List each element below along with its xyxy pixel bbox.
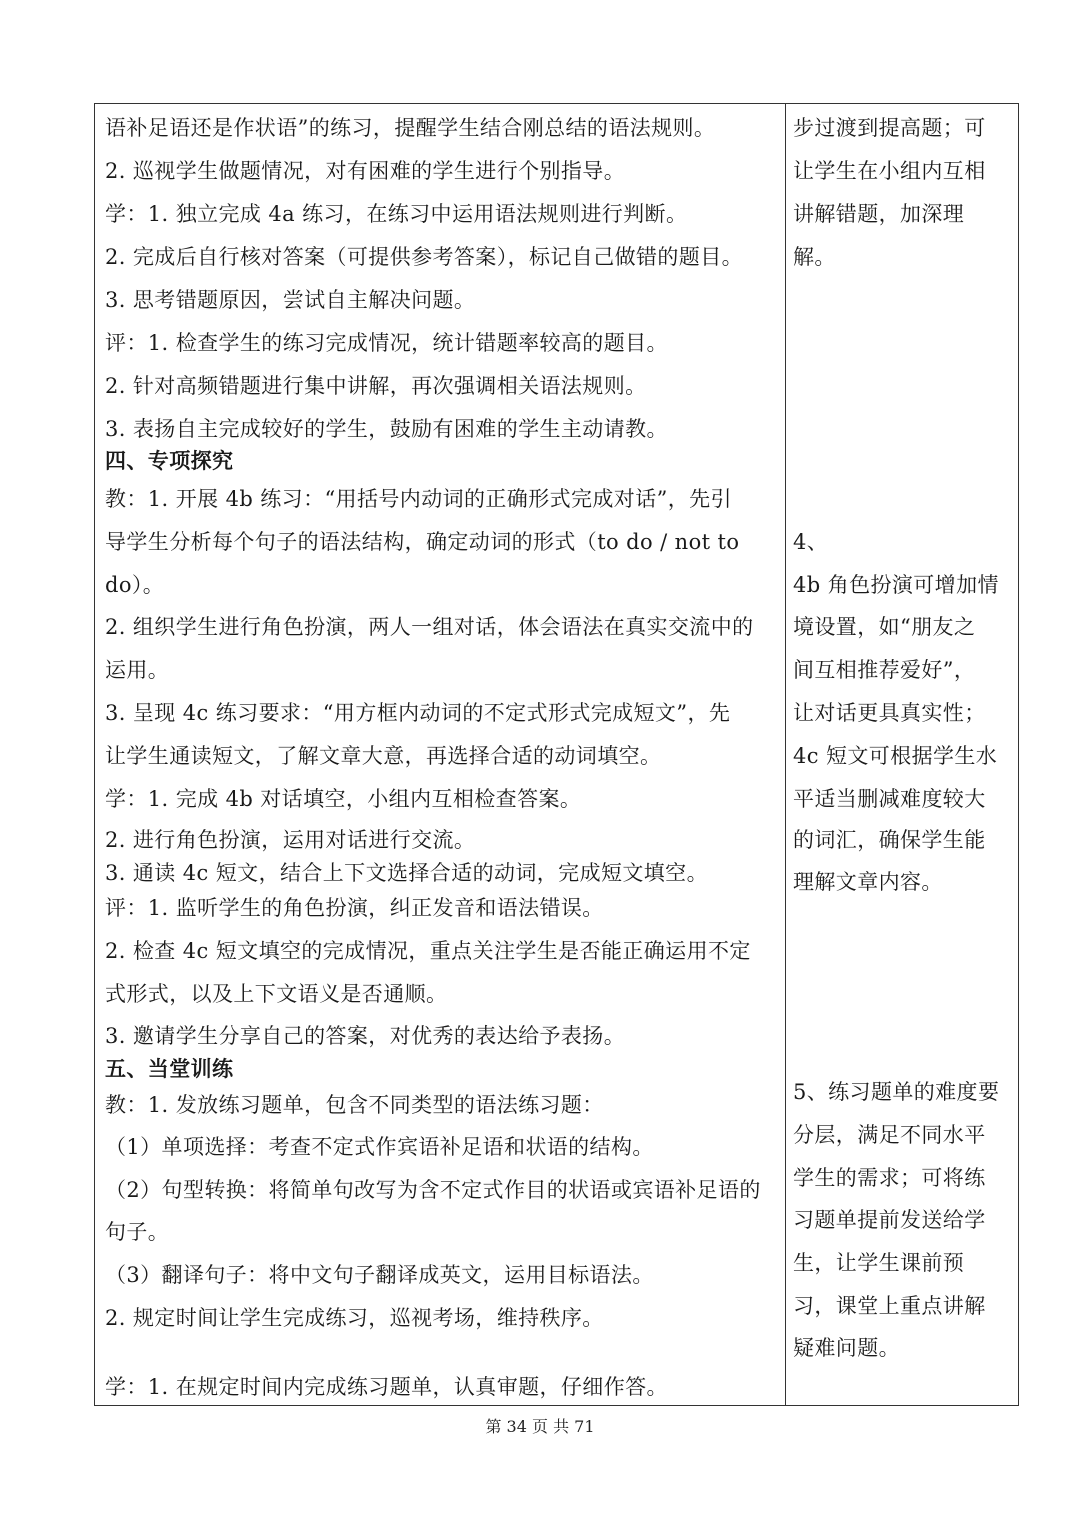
note-line: 4、: [793, 530, 829, 554]
note-line: 学生的需求；可将练: [793, 1166, 986, 1190]
note-line: 分层，满足不同水平: [793, 1123, 986, 1147]
text-line: 学：1. 在规定时间内完成练习题单，认真审题，仔细作答。: [105, 1375, 668, 1399]
text-line: 式形式，以及上下文语义是否通顺。: [105, 982, 448, 1006]
note-line: 平适当删减难度较大: [793, 787, 986, 811]
page-number: 第 34 页 共 71: [485, 1417, 595, 1436]
text-line: 2. 针对高频错题进行集中讲解，再次强调相关语法规则。: [105, 374, 647, 398]
text-line: 让学生通读短文，了解文章大意，再选择合适的动词填空。: [105, 744, 662, 768]
text-line: （1）单项选择：考查不定式作宾语补足语和状语的结构。: [105, 1135, 654, 1159]
text-line: 2. 进行角色扮演，运用对话进行交流。: [105, 828, 476, 852]
note-line: 让对话更具真实性；: [793, 701, 986, 725]
text-line: 3. 表扬自主完成较好的学生，鼓励有困难的学生主动请教。: [105, 417, 668, 441]
note-line: 间互相推荐爱好”，: [793, 658, 976, 682]
note-line: 理解文章内容。: [793, 870, 943, 894]
note-line: 解。: [793, 245, 836, 269]
text-line: （2）句型转换：将简单句改写为含不定式作目的状语或宾语补足语的: [105, 1178, 761, 1202]
text-line: 2. 规定时间让学生完成练习，巡视考场，维持秩序。: [105, 1306, 604, 1330]
note-line: 疑难问题。: [793, 1336, 900, 1360]
text-line: 导学生分析每个句子的语法结构，确定动词的形式（to do / not to: [105, 530, 740, 554]
text-line: 3. 通读 4c 短文，结合上下文选择合适的动词，完成短文填空。: [105, 861, 708, 885]
column-divider: [785, 104, 786, 1405]
note-line: 4c 短文可根据学生水: [793, 744, 998, 768]
text-line: 2. 完成后自行核对答案（可提供参考答案），标记自己做错的题目。: [105, 245, 744, 269]
text-line: 3. 邀请学生分享自己的答案，对优秀的表达给予表扬。: [105, 1024, 626, 1048]
note-line: 让学生在小组内互相: [793, 159, 986, 183]
lesson-plan-table: [94, 103, 1019, 1406]
note-line: 习，课堂上重点讲解: [793, 1294, 986, 1318]
text-line: 学：1. 完成 4b 对话填空，小组内互相检查答案。: [105, 787, 582, 811]
text-line: 评：1. 检查学生的练习完成情况，统计错题率较高的题目。: [105, 331, 668, 355]
note-line: 4b 角色扮演可增加情: [793, 573, 999, 597]
note-line: 境设置，如“朋友之: [793, 615, 976, 639]
text-line: 2. 巡视学生做题情况，对有困难的学生进行个别指导。: [105, 159, 626, 183]
text-line: 句子。: [105, 1220, 170, 1244]
text-line: 评：1. 监听学生的角色扮演，纠正发音和语法错误。: [105, 896, 604, 920]
text-line: 3. 呈现 4c 练习要求：“用方框内动词的不定式形式完成短文”，先: [105, 701, 731, 725]
note-line: 习题单提前发送给学: [793, 1208, 986, 1232]
note-line: 的词汇，确保学生能: [793, 828, 986, 852]
text-line: 学：1. 独立完成 4a 练习，在练习中运用语法规则进行判断。: [105, 202, 688, 226]
section-heading: 四、专项探究: [105, 448, 234, 473]
note-line: 步过渡到提高题；可: [793, 116, 986, 140]
note-line: 5、练习题单的难度要: [793, 1080, 1000, 1104]
text-line: （3）翻译句子：将中文句子翻译成英文，运用目标语法。: [105, 1263, 654, 1287]
text-line: do）。: [105, 573, 165, 597]
section-heading: 五、当堂训练: [105, 1056, 234, 1081]
text-line: 教：1. 开展 4b 练习：“用括号内动词的正确形式完成对话”，先引: [105, 487, 732, 511]
text-line: 运用。: [105, 658, 170, 682]
text-line: 语补足语还是作状语”的练习，提醒学生结合刚总结的语法规则。: [105, 116, 716, 140]
text-line: 2. 组织学生进行角色扮演，两人一组对话，体会语法在真实交流中的: [105, 615, 754, 639]
note-line: 生，让学生课前预: [793, 1251, 965, 1275]
text-line: 3. 思考错题原因，尝试自主解决问题。: [105, 288, 476, 312]
note-line: 讲解错题，加深理: [793, 202, 965, 226]
text-line: 2. 检查 4c 短文填空的完成情况，重点关注学生是否能正确运用不定: [105, 939, 751, 963]
text-line: 教：1. 发放练习题单，包含不同类型的语法练习题：: [105, 1093, 604, 1117]
